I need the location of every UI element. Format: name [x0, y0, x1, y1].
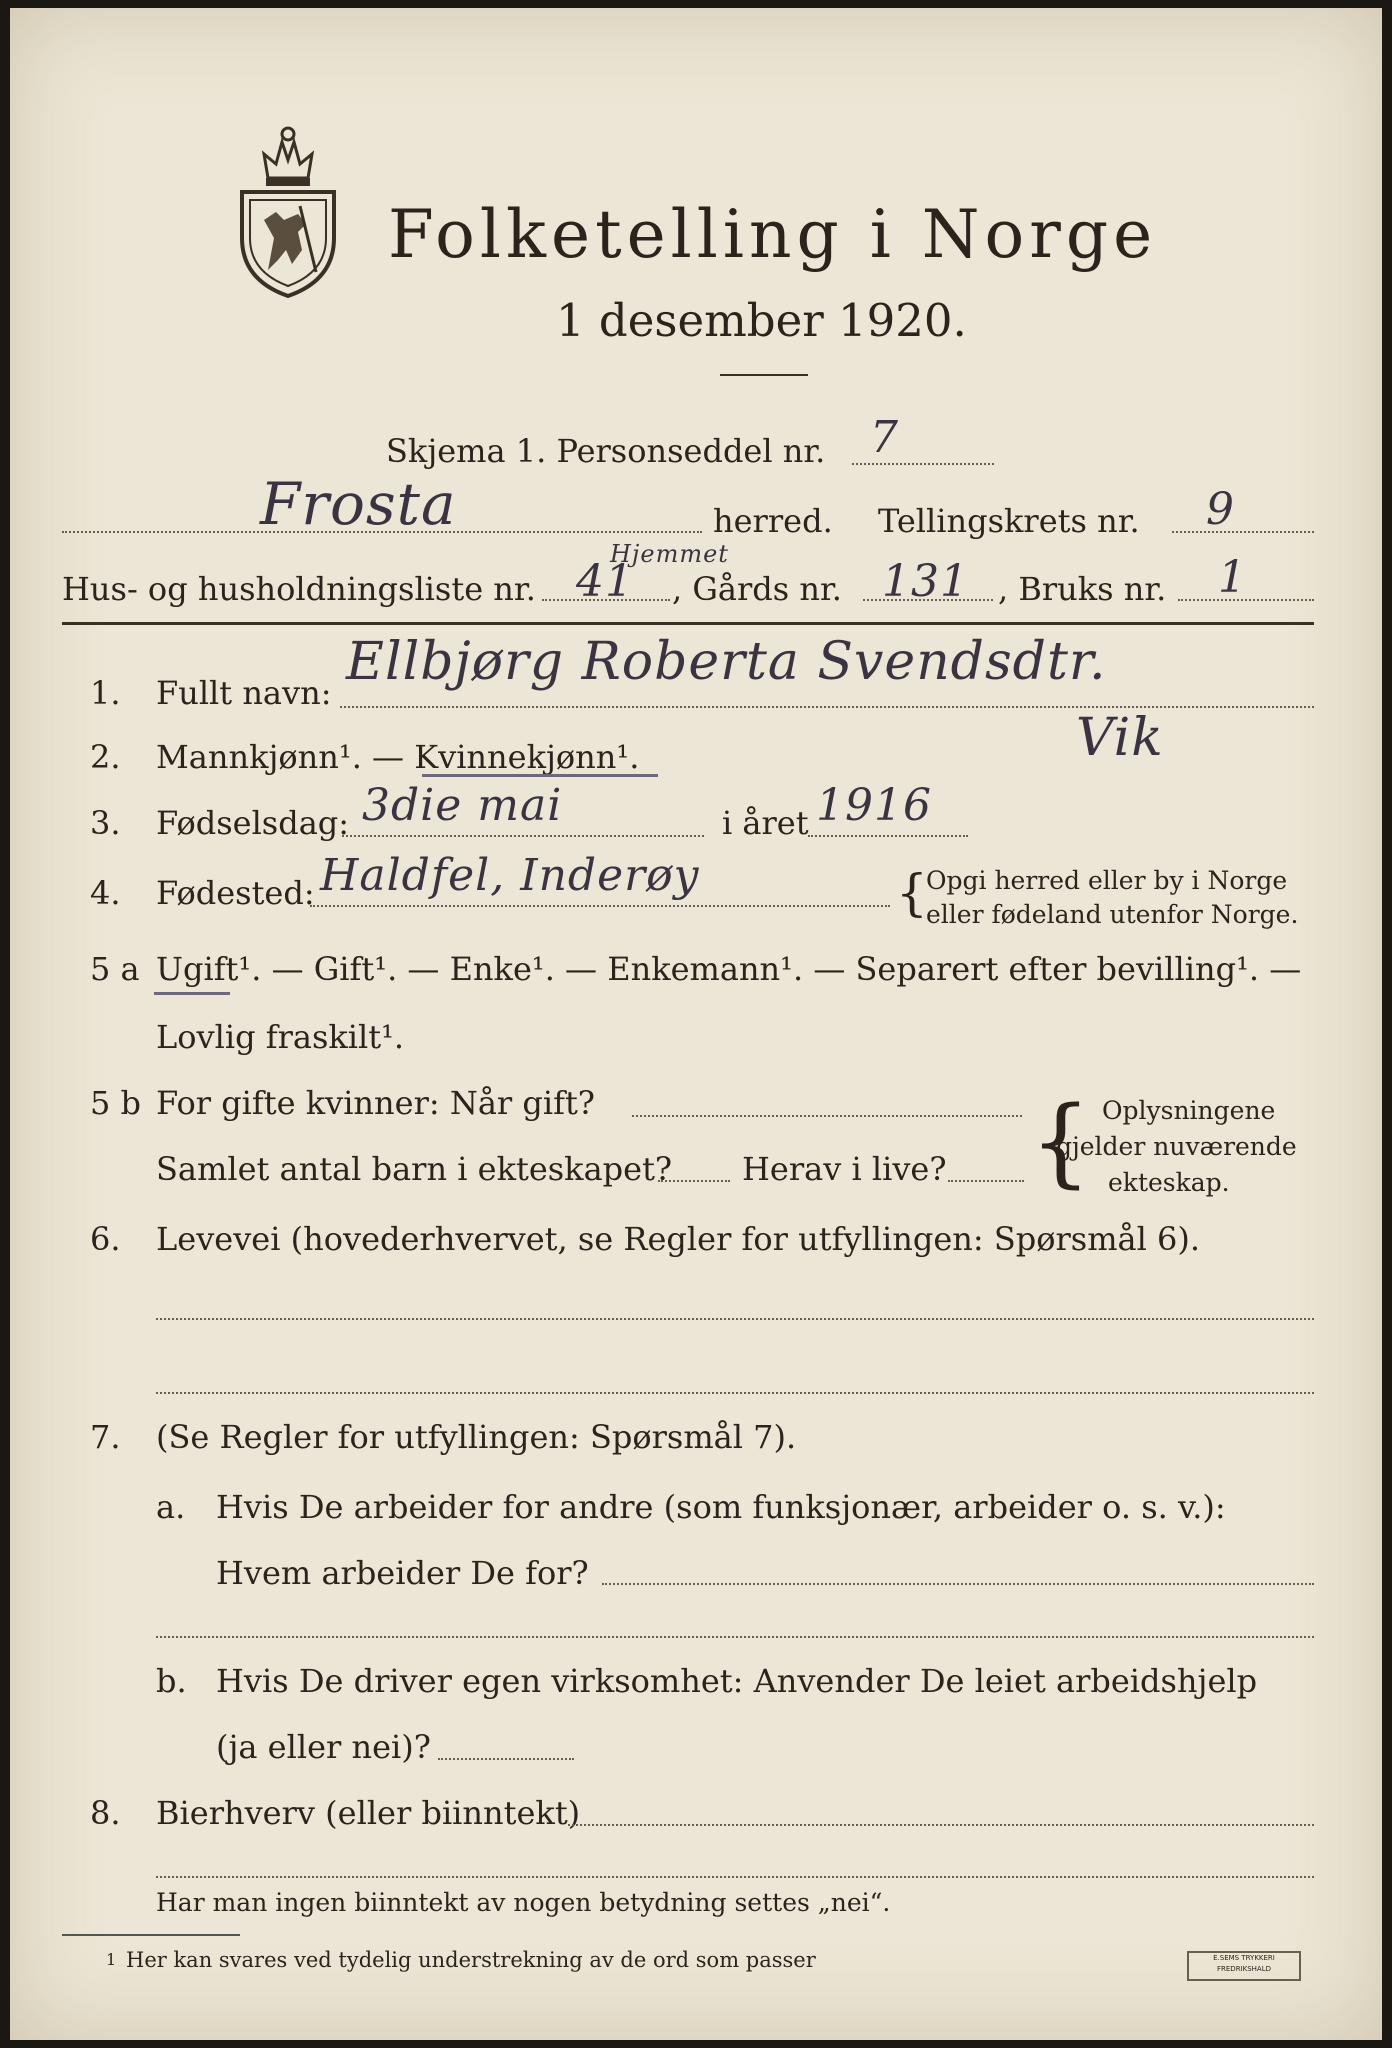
q2-number: 2. — [90, 738, 121, 776]
census-form-sheet — [10, 8, 1382, 2040]
q7a-answer-line2 — [156, 1636, 1314, 1638]
q5b-label2: Samlet antal barn i ekteskapet? — [156, 1150, 673, 1188]
q1-label: Fullt navn: — [156, 674, 332, 712]
norway-coat-of-arms-icon — [232, 120, 344, 300]
gards-label: , Gårds nr. — [672, 570, 842, 608]
q5b-brace-icon: { — [1030, 1086, 1092, 1198]
q1-value-cont[interactable]: Vik — [1076, 708, 1164, 768]
skjema-label: Skjema 1. Personseddel nr. — [386, 432, 826, 470]
q5b-number: 5 b — [90, 1084, 142, 1122]
q4-value[interactable]: Haldfel, Inderøy — [320, 850, 700, 901]
q5b-barn-dots — [658, 1180, 730, 1182]
q7a-letter: a. — [156, 1488, 186, 1526]
q5a-ugift-underline — [154, 992, 230, 995]
printer-stamp: E.SEMS TRYKKERI FREDRIKSHALD — [1187, 1951, 1301, 1981]
personseddel-dots — [852, 463, 994, 465]
hus-value[interactable]: 41 — [576, 556, 634, 607]
q4-note-line1: Opgi herred eller by i Norge — [926, 866, 1288, 895]
q7b-label2: (ja eller nei)? — [216, 1728, 431, 1766]
q6-number: 6. — [90, 1220, 121, 1258]
hus-extra-note: Hjemmet — [610, 540, 729, 568]
q5b-gift-dots — [632, 1115, 1022, 1117]
q6-answer-line1 — [156, 1318, 1314, 1320]
q1-value[interactable]: Ellbjørg Roberta Svendsdtr. — [346, 632, 1107, 692]
q4-note-line2: eller fødeland utenfor Norge. — [926, 900, 1299, 929]
personseddel-value[interactable]: 7 — [870, 412, 899, 463]
herred-value[interactable]: Frosta — [260, 470, 457, 538]
q8-dots — [568, 1824, 1314, 1826]
q1-dots — [340, 706, 1314, 708]
q5b-live-dots — [948, 1180, 1024, 1182]
q3-number: 3. — [90, 804, 121, 842]
q3-year-dots — [808, 835, 968, 837]
q5a-label: Ugift¹. — Gift¹. — Enke¹. — Enkemann¹. — Separert efter bevilling¹. — — [156, 950, 1302, 988]
form-date: 1 desember 1920. — [556, 294, 967, 347]
q2-label: Mannkjønn¹. — Kvinnekjønn¹. — [156, 738, 640, 776]
q8-number: 8. — [90, 1794, 121, 1832]
q7b-letter: b. — [156, 1662, 187, 1700]
q7-number: 7. — [90, 1418, 121, 1456]
q3-label: Fødselsdag: — [156, 804, 350, 842]
q5b-note-line3: ekteskap. — [1108, 1168, 1230, 1197]
q7-label: (Se Regler for utfyllingen: Spørsmål 7). — [156, 1418, 797, 1456]
bruks-value[interactable]: 1 — [1218, 552, 1247, 603]
q8-answer-line2 — [156, 1876, 1314, 1878]
q4-label: Fødested: — [156, 874, 315, 912]
q3-value[interactable]: 3die mai — [362, 780, 563, 831]
q3-dots — [342, 835, 704, 837]
footnote-mark: 1 — [106, 1950, 117, 1969]
gards-value[interactable]: 131 — [882, 556, 969, 607]
q6-label: Levevei (hovederhvervet, se Regler for utfyllingen: Spørsmål 6). — [156, 1220, 1201, 1258]
q7b-label: Hvis De driver egen virksomhet: Anvender De leiet arbeidshjelp — [216, 1662, 1258, 1700]
q7a-label: Hvis De arbeider for andre (som funksjonær, arbeider o. s. v.): — [216, 1488, 1226, 1526]
form-title: Folketelling i Norge — [388, 196, 1158, 273]
q3-year-label: i året — [722, 804, 809, 842]
biinntekt-note: Har man ingen biinntekt av nogen betydning settes „nei“. — [156, 1888, 891, 1917]
header-rule — [62, 622, 1314, 625]
q5a-number: 5 a — [90, 950, 140, 988]
footnote-rule — [62, 1934, 240, 1936]
q5b-label: For gifte kvinner: Når gift? — [156, 1084, 595, 1122]
q4-dots — [310, 905, 890, 907]
q3-year-value[interactable]: 1916 — [816, 780, 932, 831]
q5a-label-cont: Lovlig fraskilt¹. — [156, 1018, 405, 1056]
q7a-dots — [602, 1583, 1314, 1585]
tellingskrets-value[interactable]: 9 — [1206, 484, 1235, 535]
q4-number: 4. — [90, 874, 121, 912]
herred-label: herred. — [713, 502, 833, 540]
q2-kvinnekjonn-underline — [422, 774, 658, 777]
tellingskrets-label: Tellingskrets nr. — [878, 502, 1140, 540]
q5b-note-line1: Oplysningene — [1102, 1096, 1276, 1125]
q5b-label3: Herav i live? — [742, 1150, 947, 1188]
q7b-dots — [438, 1758, 574, 1760]
q1-number: 1. — [90, 674, 121, 712]
q4-brace-icon: { — [896, 864, 928, 922]
q8-label: Bierhverv (eller biinntekt) — [156, 1794, 581, 1832]
q6-answer-line2 — [156, 1392, 1314, 1394]
hus-label: Hus- og husholdningsliste nr. — [62, 570, 536, 608]
q5b-note-line2: gjelder nuværende — [1056, 1132, 1297, 1161]
tellingskrets-dots — [1172, 531, 1314, 533]
bruks-label: , Bruks nr. — [998, 570, 1167, 608]
footnote-text: Her kan svares ved tydelig understrekning av de ord som passer — [126, 1948, 816, 1972]
title-divider — [720, 374, 808, 376]
q7a-label2: Hvem arbeider De for? — [216, 1554, 589, 1592]
